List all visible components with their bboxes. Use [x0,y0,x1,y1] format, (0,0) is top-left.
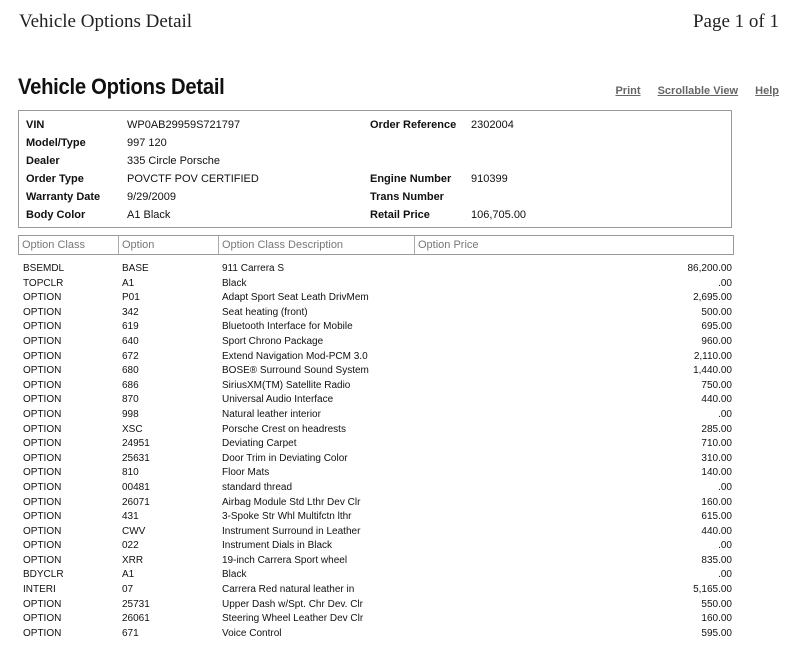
option-class-cell: OPTION [23,438,62,450]
option-class-cell: OPTION [23,540,62,552]
option-price-cell: 5,165.00 [693,584,732,596]
table-row [0,481,793,496]
option-class-cell: OPTION [23,350,62,362]
option-class-cell: BSEMDL [23,263,65,274]
option-description-cell: Black [222,569,247,581]
option-description-cell: Airbag Module Std Lthr Dev Clr [222,496,361,508]
table-row [0,262,793,277]
column-header-description[interactable]: Option Class Description [219,236,415,254]
option-code-cell: CWV [122,525,146,537]
model-type-value: 997 120 [127,137,167,149]
option-class-cell: OPTION [23,481,62,493]
option-class-cell: TOPCLR [23,277,64,289]
option-description-cell: Bluetooth Interface for Mobile [222,321,353,333]
retail-price-value: 106,705.00 [471,209,527,221]
page-title: Vehicle Options Detail [18,74,225,99]
vin-value: WP0AB29959S721797 [127,119,241,131]
option-class-cell: OPTION [23,379,62,391]
table-row [0,277,793,292]
option-description-cell: Instrument Surround in Leather [222,525,361,537]
option-class-cell: OPTION [23,335,62,347]
option-price-cell: 86,200.00 [687,263,732,274]
table-row [0,291,793,306]
option-code-cell: 810 [122,467,139,479]
engine-number-label: Engine Number [370,173,452,185]
option-code-cell: 671 [122,627,139,639]
option-price-cell: .00 [718,569,732,581]
table-row [0,554,793,569]
column-header-option-class[interactable]: Option Class [19,236,119,254]
option-class-cell: OPTION [23,423,62,435]
table-row [0,583,793,598]
engine-number-value: 910399 [471,173,508,185]
options-table-header [18,235,734,255]
table-row [0,627,793,642]
option-description-cell: BOSE® Surround Sound System [222,365,369,377]
option-description-cell: Carrera Red natural leather in [222,584,355,596]
option-description-cell: Upper Dash w/Spt. Chr Dev. Clr [222,598,363,610]
option-price-cell: 550.00 [701,598,732,610]
option-price-cell: 595.00 [701,627,732,639]
model-type-label: Model/Type [26,137,86,149]
option-code-cell: 25731 [122,598,150,610]
retail-price-label: Retail Price [370,209,430,221]
option-description-cell: Voice Control [222,627,282,639]
table-row [0,510,793,525]
option-price-cell: 750.00 [701,379,732,391]
option-description-cell: Adapt Sport Seat Leath DrivMem [222,292,369,304]
order-reference-label: Order Reference [370,119,457,131]
option-code-cell: A1 [122,569,135,581]
page-number: Page 1 of 1 [692,11,779,32]
option-description-cell: Seat heating (front) [222,306,308,318]
table-row [0,525,793,540]
info-row-order-type [19,170,731,188]
option-price-cell: .00 [718,408,732,420]
order-type-value: POVCTF POV CERTIFIED [127,173,259,185]
table-row [0,539,793,554]
option-description-cell: SiriusXM(TM) Satellite Radio [222,379,351,391]
option-price-cell: .00 [718,540,732,552]
option-class-cell: OPTION [23,321,62,333]
option-description-cell: 911 Carrera S [222,263,285,274]
option-price-cell: 2,110.00 [693,350,732,362]
options-table-body [0,262,793,641]
option-code-cell: 25631 [122,452,150,464]
option-description-cell: Extend Navigation Mod-PCM 3.0 [222,350,368,362]
option-class-cell: INTERI [23,584,56,596]
order-type-label: Order Type [26,173,84,185]
table-row [0,496,793,511]
option-code-cell: 431 [122,511,139,523]
option-price-cell: .00 [718,481,732,493]
option-class-cell: OPTION [23,306,62,318]
option-price-cell: 160.00 [701,613,732,625]
trans-number-label: Trans Number [370,191,444,203]
option-price-cell: 695.00 [701,321,732,333]
option-code-cell: BASE [122,263,149,274]
table-row [0,437,793,452]
vin-label: VIN [26,119,45,131]
option-description-cell: 19-inch Carrera Sport wheel [222,554,348,566]
option-price-cell: .00 [718,277,732,289]
option-code-cell: 00481 [122,481,150,493]
dealer-value: 335 Circle Porsche [127,155,220,167]
top-links [601,85,779,97]
option-class-cell: OPTION [23,627,62,639]
option-class-cell: OPTION [23,496,62,508]
page-header-title: Vehicle Options Detail [19,11,193,32]
option-code-cell: 998 [122,408,139,420]
option-description-cell: Natural leather interior [222,408,321,420]
option-class-cell: OPTION [23,554,62,566]
table-row [0,335,793,350]
option-price-cell: 440.00 [701,525,732,537]
table-row [0,320,793,335]
option-class-cell: OPTION [23,365,62,377]
column-header-option-price[interactable]: Option Price [418,239,479,251]
option-price-cell: 310.00 [701,452,732,464]
table-row [0,350,793,365]
option-price-cell: 1,440.00 [693,365,732,377]
option-class-cell: BDYCLR [23,569,64,581]
option-class-cell: OPTION [23,598,62,610]
info-row-warranty [19,188,731,206]
table-row [0,568,793,583]
option-class-cell: OPTION [23,292,62,304]
table-row [0,466,793,481]
option-description-cell: Sport Chrono Package [222,335,324,347]
option-description-cell: Instrument Dials in Black [222,540,333,552]
option-class-cell: OPTION [23,511,62,523]
table-row [0,452,793,467]
option-description-cell: Floor Mats [222,467,270,479]
table-row [0,306,793,321]
table-row [0,423,793,438]
option-class-cell: OPTION [23,525,62,537]
option-code-cell: 07 [122,584,134,596]
vehicle-info-box [18,110,732,228]
option-price-cell: 2,695.00 [693,292,732,304]
table-row [0,393,793,408]
option-code-cell: 686 [122,379,139,391]
body-color-value: A1 Black [127,209,171,221]
warranty-date-label: Warranty Date [26,191,101,203]
option-class-cell: OPTION [23,613,62,625]
option-description-cell: Porsche Crest on headrests [222,423,346,435]
column-header-option[interactable]: Option [119,236,219,254]
option-description-cell: Door Trim in Deviating Color [222,452,348,464]
option-price-cell: 960.00 [701,335,732,347]
option-description-cell: Steering Wheel Leather Dev Clr [222,613,364,625]
option-code-cell: 342 [122,306,139,318]
option-price-cell: 160.00 [701,496,732,508]
option-code-cell: P01 [122,292,140,304]
print-link[interactable]: Print [615,85,641,97]
option-code-cell: 619 [122,321,139,333]
option-class-cell: OPTION [23,452,62,464]
option-description-cell: Deviating Carpet [222,438,297,450]
info-row-dealer [19,152,731,170]
option-price-cell: 285.00 [701,423,732,435]
order-reference-value: 2302004 [471,119,514,131]
option-code-cell: 24951 [122,438,150,450]
table-row [0,408,793,423]
option-class-cell: OPTION [23,394,62,406]
table-row [0,364,793,379]
option-code-cell: A1 [122,277,135,289]
option-code-cell: XRR [122,554,144,566]
option-class-cell: OPTION [23,467,62,479]
option-price-cell: 710.00 [701,438,732,450]
option-description-cell: Universal Audio Interface [222,394,334,406]
warranty-date-value: 9/29/2009 [127,191,176,203]
option-price-cell: 140.00 [701,467,732,479]
option-code-cell: 26061 [122,613,150,625]
option-code-cell: 640 [122,335,139,347]
scrollable-view-link[interactable]: Scrollable View [657,85,739,97]
option-price-cell: 500.00 [701,306,732,318]
option-code-cell: 870 [122,394,139,406]
table-row [0,598,793,613]
option-code-cell: 26071 [122,496,150,508]
info-row-vin [19,116,731,134]
info-row-model [19,134,731,152]
table-row [0,379,793,394]
option-description-cell: 3-Spoke Str Whl Multifctn lthr [222,511,352,523]
info-row-body-color [19,206,731,224]
option-code-cell: 022 [122,540,139,552]
option-price-cell: 615.00 [701,511,732,523]
help-link[interactable]: Help [755,85,779,97]
dealer-label: Dealer [26,155,60,167]
option-code-cell: 672 [122,350,139,362]
option-description-cell: standard thread [222,481,293,493]
option-description-cell: Black [222,277,247,289]
option-class-cell: OPTION [23,408,62,420]
option-code-cell: XSC [122,423,143,435]
body-color-label: Body Color [26,209,86,221]
option-code-cell: 680 [122,365,139,377]
option-price-cell: 835.00 [701,554,732,566]
table-row [0,612,793,627]
option-price-cell: 440.00 [701,394,732,406]
